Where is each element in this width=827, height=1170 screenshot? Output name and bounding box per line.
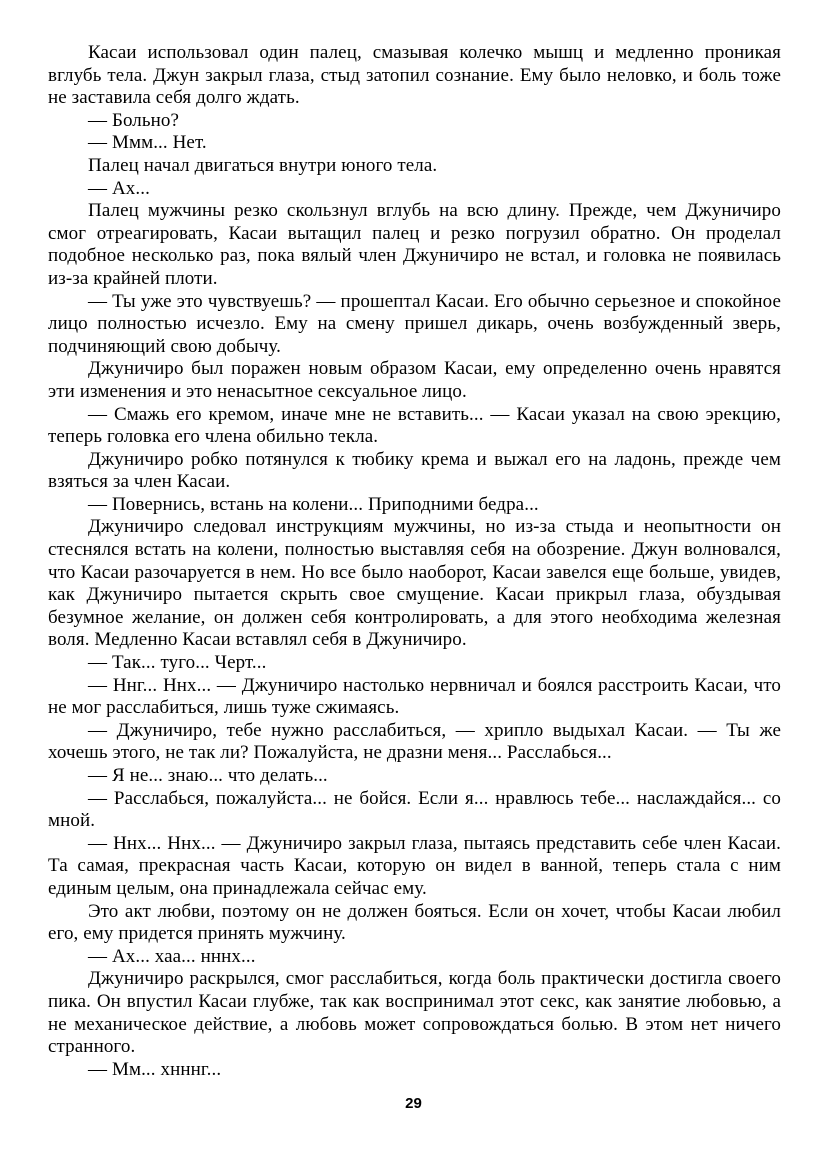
paragraph: — Больно? xyxy=(88,109,180,131)
paragraph: Джуничиро раскрылся, смог расслабиться, когда боль практически достигла своего пика. Он впустил Касаи глубже, так как воспринимал этот секс, как занятие любовью, а не механическое действие, а любовь может сопровождаться болью. В этом нет ничего странного. xyxy=(48,968,781,1058)
paragraph: — Так... туго... Черт... xyxy=(88,652,267,674)
paragraph: — Я не... знаю... что делать... xyxy=(88,765,328,786)
paragraph: Касаи использовал один палец, смазывая колечко мышц и медленно проникая вглубь тела. Джун закрыл глаза, стыд затопил сознание. Ему было неловко, и боль тоже не заставила себя долго ждать. xyxy=(48,42,781,109)
paragraph: Палец начал двигаться внутри юного тела. xyxy=(88,154,438,176)
paragraph: — Ннг... Ннх... — Джуничиро настолько нервничал и боялся расстроить Касаи, что не мог расслабиться, лишь туже сжимаясь. xyxy=(48,674,781,719)
paragraph: — Ах... хаа... нннх... xyxy=(88,945,256,967)
paragraph: — Ах... xyxy=(88,177,150,199)
paragraph: Палец мужчины резко скользнул вглубь на всю длину. Прежде, чем Джуничиро смог отреагировать, Касаи вытащил палец и резко погрузил обратно. Он проделал подобное несколько раз, пока вялый член Джуничиро не встал, и головка не появилась из-за крайней плоти. xyxy=(48,200,781,289)
paragraph: Это акт любви, поэтому он не должен бояться. Если он хочет, чтобы Касаи любил его, ему придется принять мужчину. xyxy=(48,900,781,945)
paragraph: — Ммм... Нет. xyxy=(88,132,207,154)
paragraph: — Смажь его кремом, иначе мне не вставить... — Касаи указал на свою эрекцию, теперь головка его члена обильно текла. xyxy=(48,403,781,448)
page-footer xyxy=(0,1095,827,1112)
page-number: 29 xyxy=(405,1095,422,1112)
paragraph: Джуничиро был поражен новым образом Касаи, ему определенно очень нравятся эти изменения и это ненасытное сексуальное лицо. xyxy=(48,358,781,402)
paragraph: Джуничиро следовал инструкциям мужчины, но из-за стыда и неопытности он стеснялся встать на колени, полностью выставляя себя на обозрение. Джун волновался, что Касаи разочаруется в нем. Но все было наоборот, Касаи завелся еще больше, увидев, как Джуничиро пытается скрыть свое смущение. Касаи прикрыл глаза, обуздывая безумное желание, он должен себя контролировать, а для этого необходима железная воля. Медленно Касаи вставлял себя в Джуничиро. xyxy=(48,516,781,651)
paragraph: — Ты уже это чувствуешь? — прошептал Касаи. Его обычно серьезное и спокойное лицо полностью исчезло. Ему на смену пришел дикарь, очень возбужденный зверь, подчиняющий свою добычу. xyxy=(48,290,781,357)
paragraph: — Джуничиро, тебе нужно расслабиться, — хрипло выдыхал Касаи. — Ты же хочешь этого, не так ли? Пожалуйста, не дразни меня... Расслабься... xyxy=(48,719,781,764)
paragraph: — Расслабься, пожалуйста... не бойся. Если я... нравлюсь тебе... наслаждайся... со мной. xyxy=(48,787,781,832)
paragraph: — Повернись, встань на колени... Приподними бедра... xyxy=(88,493,539,515)
paragraph: — Ннх... Ннх... — Джуничиро закрыл глаза, пытаясь представить себе член Касаи. Та самая, прекрасная часть Касаи, которую он видел в ванной, теперь стала с ним единым целым, она принадлежала сейчас ему. xyxy=(48,832,781,899)
text-block xyxy=(48,42,781,1081)
paragraph: — Мм... хнннг... xyxy=(88,1058,222,1080)
paragraph: Джуничиро робко потянулся к тюбику крема и выжал его на ладонь, прежде чем взяться за член Касаи. xyxy=(48,448,781,493)
